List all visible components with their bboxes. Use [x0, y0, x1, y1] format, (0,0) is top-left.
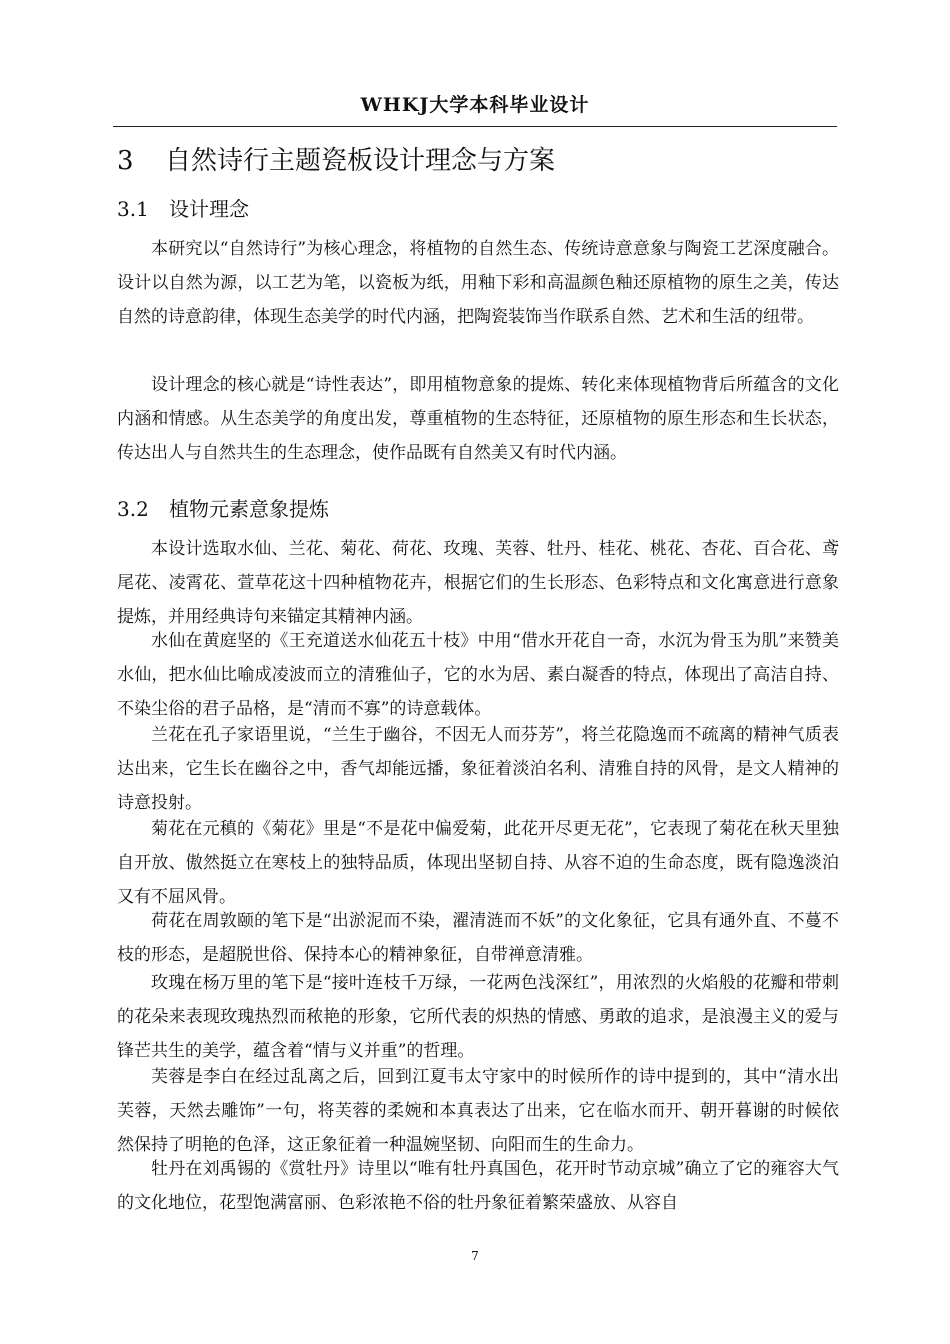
chapter-number: 3	[117, 146, 134, 176]
paragraph: 菊花在元稹的《菊花》里是“不是花中偏爱菊，此花开尽更无花”，它表现了菊花在秋天里独自开放、傲然挺立在寒枝上的独特品质，体现出坚韧自持、从容不迫的生命态度，既有隐逸淡泊又有不屈风骨。	[117, 819, 839, 907]
paragraph: 玫瑰在杨万里的笔下是“接叶连枝千万绿，一花两色浅深红”，用浓烈的火焰般的花瓣和带刺的花朵来表现玫瑰热烈而秾艳的形象，它所代表的炽热的情感、勇敢的追求，是浪漫主义的爱与锋芒共生的美学，蕴含着“情与义并重”的哲理。	[117, 973, 839, 1061]
page-number: 7	[471, 1249, 479, 1263]
section-title: 设计理念	[169, 197, 249, 221]
paragraph: 本研究以“自然诗行”为核心理念，将植物的自然生态、传统诗意意象与陶瓷工艺深度融合。设计以自然为源，以工艺为笔，以瓷板为纸，用釉下彩和高温颜色釉还原植物的原生之美，传达自然的诗意韵律，体现生态美学的时代内涵，把陶瓷装饰当作联系自然、艺术和生活的纽带。	[117, 239, 839, 327]
chapter-heading	[117, 143, 555, 179]
section-number: 3.2	[117, 497, 149, 521]
header-divider	[113, 126, 837, 127]
paragraph: 本设计选取水仙、兰花、菊花、荷花、玫瑰、芙蓉、牡丹、桂花、桃花、杏花、百合花、鸢尾花、凌霄花、萱草花这十四种植物花卉，根据它们的生长形态、色彩特点和文化寓意进行意象提炼，并用经典诗句来锚定其精神内涵。	[117, 539, 839, 627]
paragraph: 牡丹在刘禹锡的《赏牡丹》诗里以“唯有牡丹真国色，花开时节动京城”确立了它的雍容大气的文化地位，花型饱满富丽、色彩浓艳不俗的牡丹象征着繁荣盛放、从容自	[117, 1159, 839, 1213]
running-header: WHKJ大学本科毕业设计	[360, 94, 590, 116]
paragraph: 设计理念的核心就是“诗性表达”，即用植物意象的提炼、转化来体现植物背后所蕴含的文化内涵和情感。从生态美学的角度出发，尊重植物的生态特征，还原植物的原生形态和生长状态，传达出人与自然共生的生态理念，使作品既有自然美又有时代内涵。	[117, 375, 839, 463]
section-title: 植物元素意象提炼	[169, 497, 329, 521]
section-number: 3.1	[117, 197, 149, 221]
chapter-title: 自然诗行主题瓷板设计理念与方案	[165, 146, 556, 176]
section-heading-3-1	[117, 194, 249, 224]
paragraph: 水仙在黄庭坚的《王充道送水仙花五十枝》中用“借水开花自一奇，水沉为骨玉为肌”来赞美水仙，把水仙比喻成凌波而立的清雅仙子，它的水为居、素白凝香的特点，体现出了高洁自持、不染尘俗的君子品格，是“清而不寡”的诗意载体。	[117, 631, 839, 719]
paragraph: 兰花在孔子家语里说，“兰生于幽谷，不因无人而芬芳”，将兰花隐逸而不疏离的精神气质表达出来，它生长在幽谷之中，香气却能远播，象征着淡泊名利、清雅自持的风骨，是文人精神的诗意投射。	[117, 725, 839, 813]
paragraph: 芙蓉是李白在经过乱离之后，回到江夏韦太守家中的时候所作的诗中提到的，其中“清水出芙蓉，天然去雕饰”一句，将芙蓉的柔婉和本真表达了出来，它在临水而开、朝开暮谢的时候依然保持了明艳的色泽，这正象征着一种温婉坚韧、向阳而生的生命力。	[117, 1067, 839, 1155]
section-heading-3-2	[117, 494, 329, 524]
paragraph: 荷花在周敦颐的笔下是“出淤泥而不染，濯清涟而不妖”的文化象征，它具有通外直、不蔓不枝的形态，是超脱世俗、保持本心的精神象征，自带禅意清雅。	[117, 911, 839, 965]
